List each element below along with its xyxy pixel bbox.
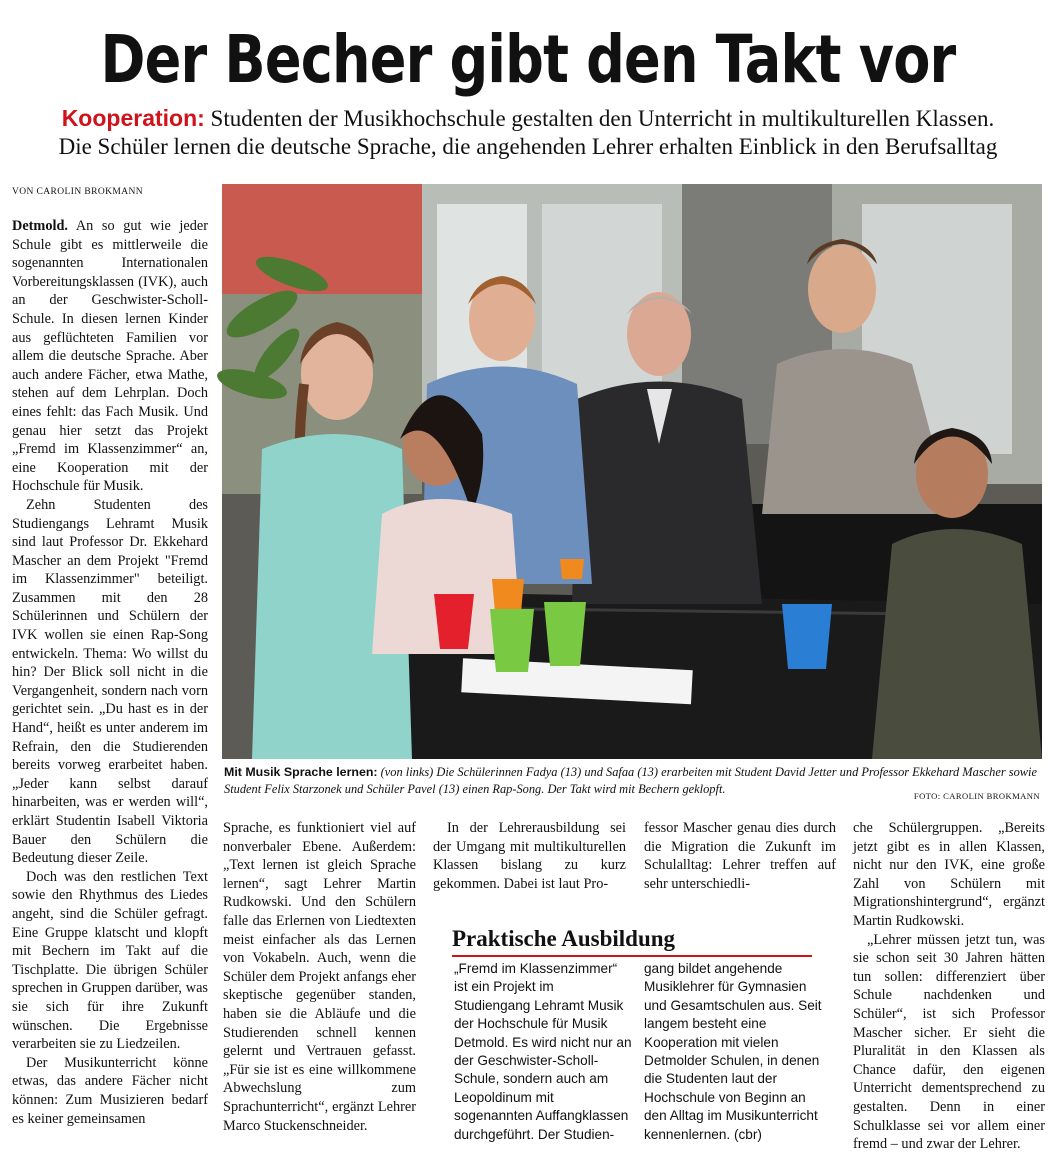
byline: VON CAROLIN BROKMANN <box>12 187 143 197</box>
paragraph: Der Musikunterricht könne etwas, das andere Fächer nicht können: Zum Musizieren bedarf es keiner gemeinsamen <box>12 1054 208 1127</box>
subhead-kicker: Kooperation: <box>61 105 205 131</box>
info-box-column-2 <box>644 960 824 1144</box>
subheadline <box>0 104 1056 161</box>
paragraph: Zehn Studenten des Studiengangs Lehramt Musik sind laut Professor Dr. Ekkehard Mascher an dem Projekt "Fremd im Klassenzimmer" beteiligt. Zusammen mit den 28 Schülerinnen und Schülern der IVK wollen sie einen Rap-Song entwickeln. Thema: Wo willst du hin? Der Blick soll nicht in die Vergangenheit, sondern nach vorn gerichtet sein. „Du hast es in der Hand“, heißt es unter anderem im Refrain, den die Studierenden bereits vorweg erarbeitet haben. „Jeder kann selbst darauf hinarbeiten, was er werden will“, erklärt Studentin Isabell Viktoria Bauer den Schülern die Bedeutung dieser Zeile. <box>12 496 208 867</box>
paragraph: Doch was den restlichen Text sowie den Rhythmus des Liedes angeht, sind die Schüler gefragt. Eine Gruppe klatscht und klopft mit Bechern im Takt auf die Tischplatte. Die übrigen Schüler sprechen in Gruppen darüber, was sie sich für ihre Zukunft wünschen. Die Ergebnisse verarbeiten sie zu Liedzeilen. <box>12 868 208 1053</box>
info-box-column-1 <box>454 960 632 1144</box>
group-photo-illustration <box>222 184 1042 759</box>
article-column-1 <box>12 217 208 1128</box>
paragraph: Detmold. An so gut wie jeder Schule gibt es mittlerweile die sogenannten Internationalen Vorbereitungsklassen (IVK), auch an der Geschwister-Scholl-Schule. In diesen lernen Kinder aus geflüchteten Familien vor allem die deutsche Sprache. Aber auch andere Fächer, etwa Mathe, stehen auf dem Lehrplan. Doch eines fehlt: das Fach Musik. Und genau hier setzt das Projekt „Fremd im Klassenzimmer“ an, eine Kooperation mit der Hochschule für Musik. <box>12 218 208 495</box>
headline: Der Becher gibt den Takt vor <box>100 21 956 98</box>
photo-caption <box>224 764 1042 801</box>
article-column-5 <box>853 819 1045 1154</box>
article-column-2 <box>223 819 416 1135</box>
photo-credit: FOTO: CAROLIN BROKMANN <box>913 791 1040 801</box>
article-column-3 <box>433 819 626 893</box>
paragraph: fessor Mascher genau dies durch die Migration die Zukunft im Schulalltag: Lehrer treffen auf sehr unterschiedli- <box>644 820 836 892</box>
subhead-line-2: Die Schüler lernen die deutsche Sprache, die angehenden Lehrer erhalten Einblick in den Berufsalltag <box>58 134 998 159</box>
info-box-title: Praktische Ausbildung <box>452 926 676 951</box>
info-box-paragraph: „Fremd im Klassenzimmer“ ist ein Projekt im Studiengang Lehramt Musik der Hochschule für Musik Detmold. Es wird nicht nur an der Geschwister-Scholl-Schule, sondern auch am Leopoldinum mit sogenannten Auffangklassen durchgeführt. Der Studien- <box>454 961 632 1142</box>
author-signature: (cbr) <box>733 1126 762 1142</box>
article-column-4 <box>644 819 836 893</box>
paragraph: Sprache, es funktioniert viel auf nonverbaler Ebene. Außerdem: „Text lernen ist gleich Sprache lernen“, sagt Lehrer Martin Rudkowski. Und den Schülern falle das Erlernen von Liedtexten meist einfacher als das Lernen von Vokabeln. Auch, wenn die Schüler dem Projekt anfangs eher skeptische gegenüber standen, haben sie die Abläufe und die Studierenden schnell kennen gelernt und Vertrauen gefasst. „Für sie ist es eine willkommene Abwechslung zum Sprachunterricht“, ergänzt Lehrer Marco Stuckenschneider. <box>223 820 416 1134</box>
info-box-paragraph: gang bildet angehende Musiklehrer für Gymnasien und Gesamtschulen aus. Seit langem besteht eine Kooperation mit vielen Detmolder Schulen, in denen die Studenten laut der Hochschule von Beginn an den Alltag im Musikunterricht kennenlernen. (cbr) <box>644 961 822 1142</box>
info-box-divider <box>452 955 812 957</box>
subhead-line-1: Studenten der Musikhochschule gestalten den Unterricht in multikulturellen Klassen. <box>204 106 995 131</box>
caption-lead: Mit Musik Sprache lernen: <box>224 765 378 779</box>
paragraph: In der Lehrerausbildung sei der Umgang mit multikulturellen Klassen bislang zu kurz gekommen. Dabei ist laut Pro- <box>433 820 626 892</box>
paragraph: „Lehrer müssen jetzt tun, was sie schon seit 30 Jahren hätten tun sollen: differenziert über Schule nachdenken und Schüler“, ist sich Professor Mascher sicher. Er sieht die Pluralität in den Klassen als Chance dafür, den eigenen Unterricht dementsprechend zu gestalten. Denn in einer Schulklasse sei vor allem einer fremd – und zwar der Lehrer. <box>853 931 1045 1153</box>
caption-text: (von links) Die Schülerinnen Fadya (13) und Safaa (13) erarbeiten mit Student David Jetter und Professor Ekkehard Mascher sowie Student Felix Starzonek und Schüler Pavel (13) einen Rap-Song. Der Takt wird mit Bechern geklopft. <box>224 765 1037 796</box>
dateline: Detmold. <box>12 218 68 234</box>
paragraph: che Schülergruppen. „Bereits jetzt gibt es in allen Klassen, nicht nur den IVK, eine große Zahl von Schülern mit Migrationshintergrund“, ergänzt Martin Rudkowski. <box>853 820 1045 929</box>
article-photo <box>222 184 1042 759</box>
